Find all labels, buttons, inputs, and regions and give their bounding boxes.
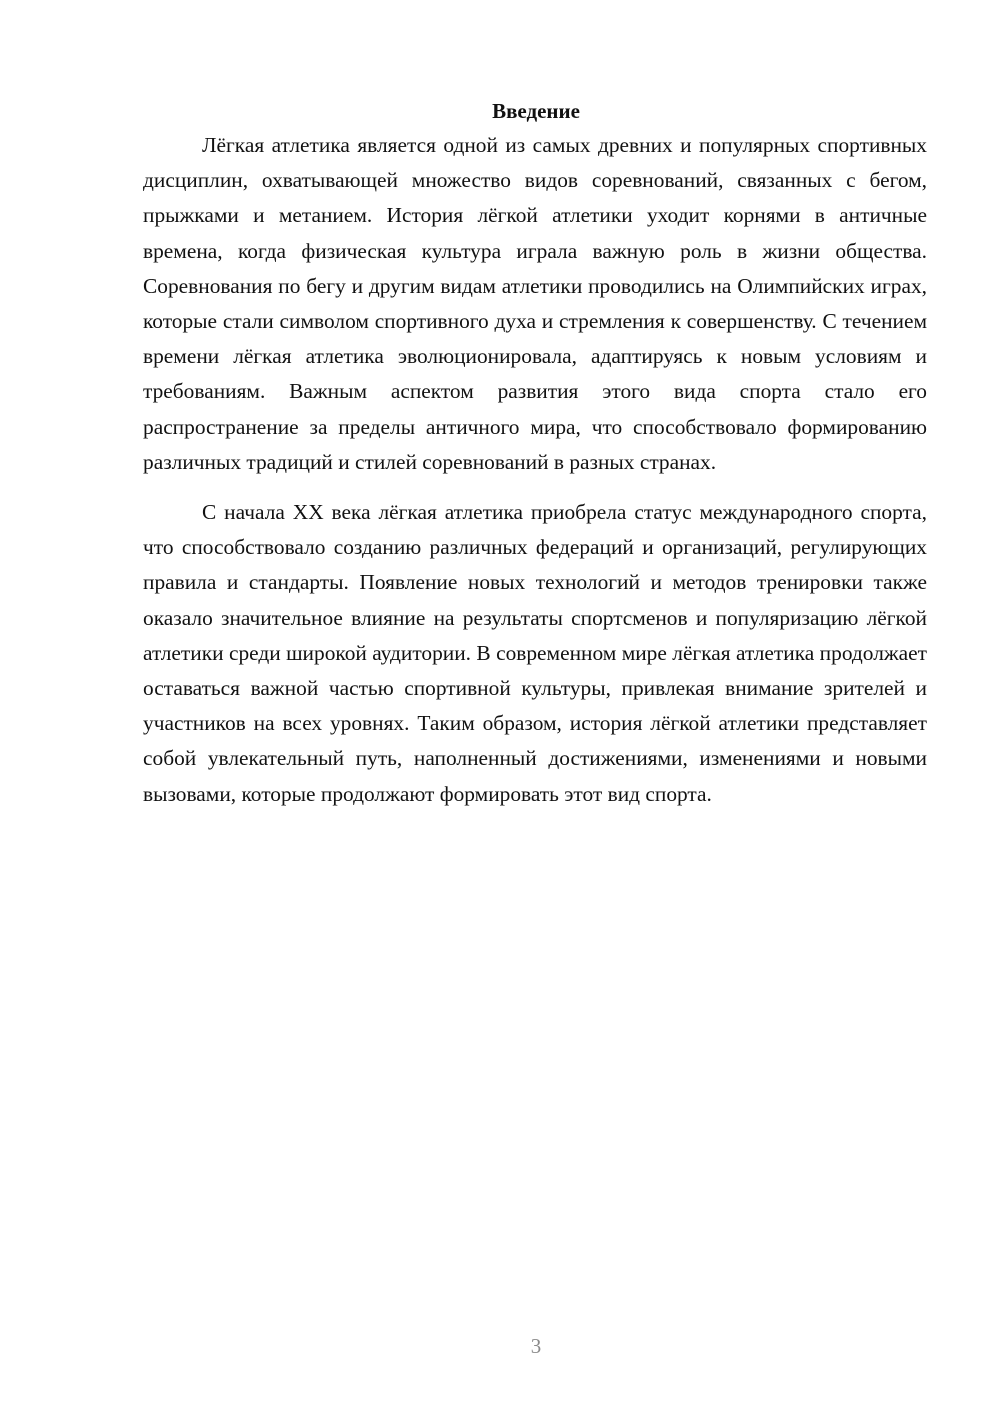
page-content — [143, 94, 927, 812]
section-title: Введение — [492, 99, 580, 123]
paragraph-2: С начала XX века лёгкая атлетика приобрела статус международного спорта, что способствовало созданию различных федераций и организаций, регулирующих правила и стандарты. Появление новых технологий и методов тренировки также оказало значительное влияние на результаты спортсменов и популяризацию лёгкой атлетики среди широкой аудитории. В современном мире лёгкая атлетика продолжает оставаться важной частью спортивной культуры, привлекая внимание зрителей и участников на всех уровнях. Таким образом, история лёгкой атлетики представляет собой увлекательный путь, наполненный достижениями, изменениями и новыми вызовами, которые продолжают формировать этот вид спорта. — [143, 500, 927, 806]
page-number: 3 — [530, 1334, 542, 1358]
paragraph-1: Лёгкая атлетика является одной из самых древних и популярных спортивных дисциплин, охватывающей множество видов соревнований, связанных с бегом, прыжками и метанием. История лёгкой атлетики уходит корнями в античные времена, когда физическая культура играла важную роль в жизни общества. Соревнования по бегу и другим видам атлетики проводились на Олимпийских играх, которые стали символом спортивного духа и стремления к совершенству. С течением времени лёгкая атлетика эволюционировала, адаптируясь к новым условиям и требованиям. Важным аспектом развития этого вида спорта стало его распространение за пределы античного мира, что способствовало формированию различных традиций и стилей соревнований в разных странах. — [143, 133, 927, 474]
